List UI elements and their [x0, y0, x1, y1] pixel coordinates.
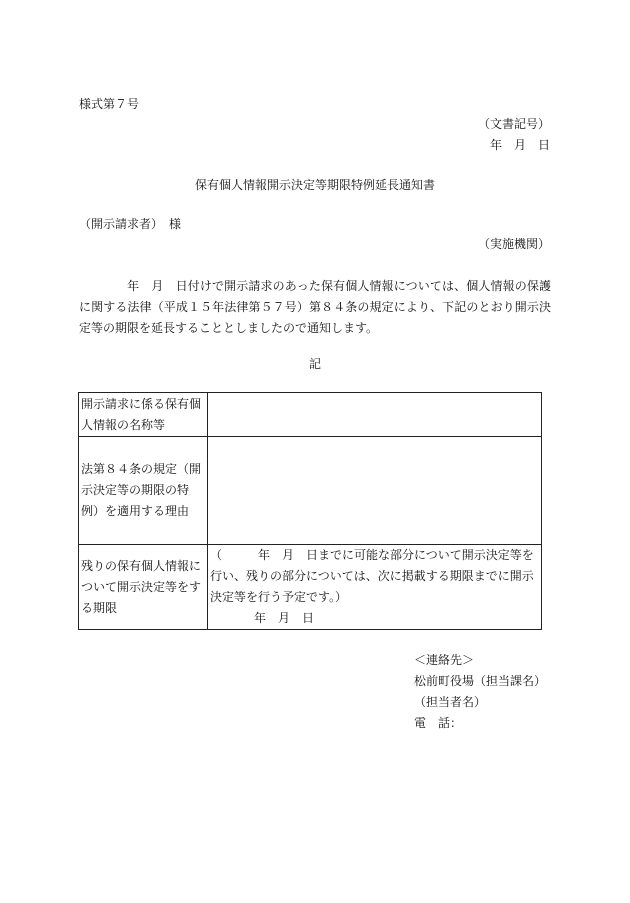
body-paragraph [79, 276, 551, 339]
ki-heading: 記 [308, 357, 321, 371]
contact-phone: 電 話： [414, 716, 463, 730]
notice-table [78, 392, 542, 630]
table-row [79, 437, 542, 545]
form-number: 様式第７号 [79, 97, 140, 111]
deadline-note: （ 年 月 日までに可能な部分について開示決定等を行い、残りの部分については、次に掲載する期限までに開示決定等を行う予定です。） [210, 548, 534, 604]
contact-office: 松前町役場（担当課名） [414, 674, 547, 688]
table-row [79, 393, 542, 437]
document-title: 保有個人情報開示決定等期限特例延長通知書 [194, 178, 435, 192]
deadline-date: 年 月 日 [254, 611, 315, 625]
table-row [79, 545, 542, 630]
table-label-name: 開示請求に係る保有個人情報の名称等 [79, 393, 208, 437]
table-label-reason: 法第８４条の規定（開示決定等の期限の特例）を適用する理由 [79, 437, 208, 545]
contact-person: （担当者名） [414, 695, 487, 709]
recipient: （開示請求者） 様 [79, 217, 182, 231]
issuer: （実施機関） [477, 237, 550, 251]
table-value-name [208, 393, 542, 437]
contact-header: ＜連絡先＞ [414, 653, 475, 667]
table-value-reason [208, 437, 542, 545]
table-label-deadline: 残りの保有個人情報について開示決定等をする期限 [79, 545, 208, 630]
document-number: （文書記号） [477, 117, 550, 131]
contact-block [414, 650, 546, 734]
table-value-deadline [208, 545, 542, 630]
header-date: 年 月 日 [489, 138, 550, 152]
body-paragraph-text: 年 月 日付けで開示請求のあった保有個人情報については、個人情報の保護に関する法律（平成１５年法律第５７号）第８４条の規定により、下記のとおり開示決定等の期限を延長することとしましたので通知します。 [79, 279, 551, 335]
